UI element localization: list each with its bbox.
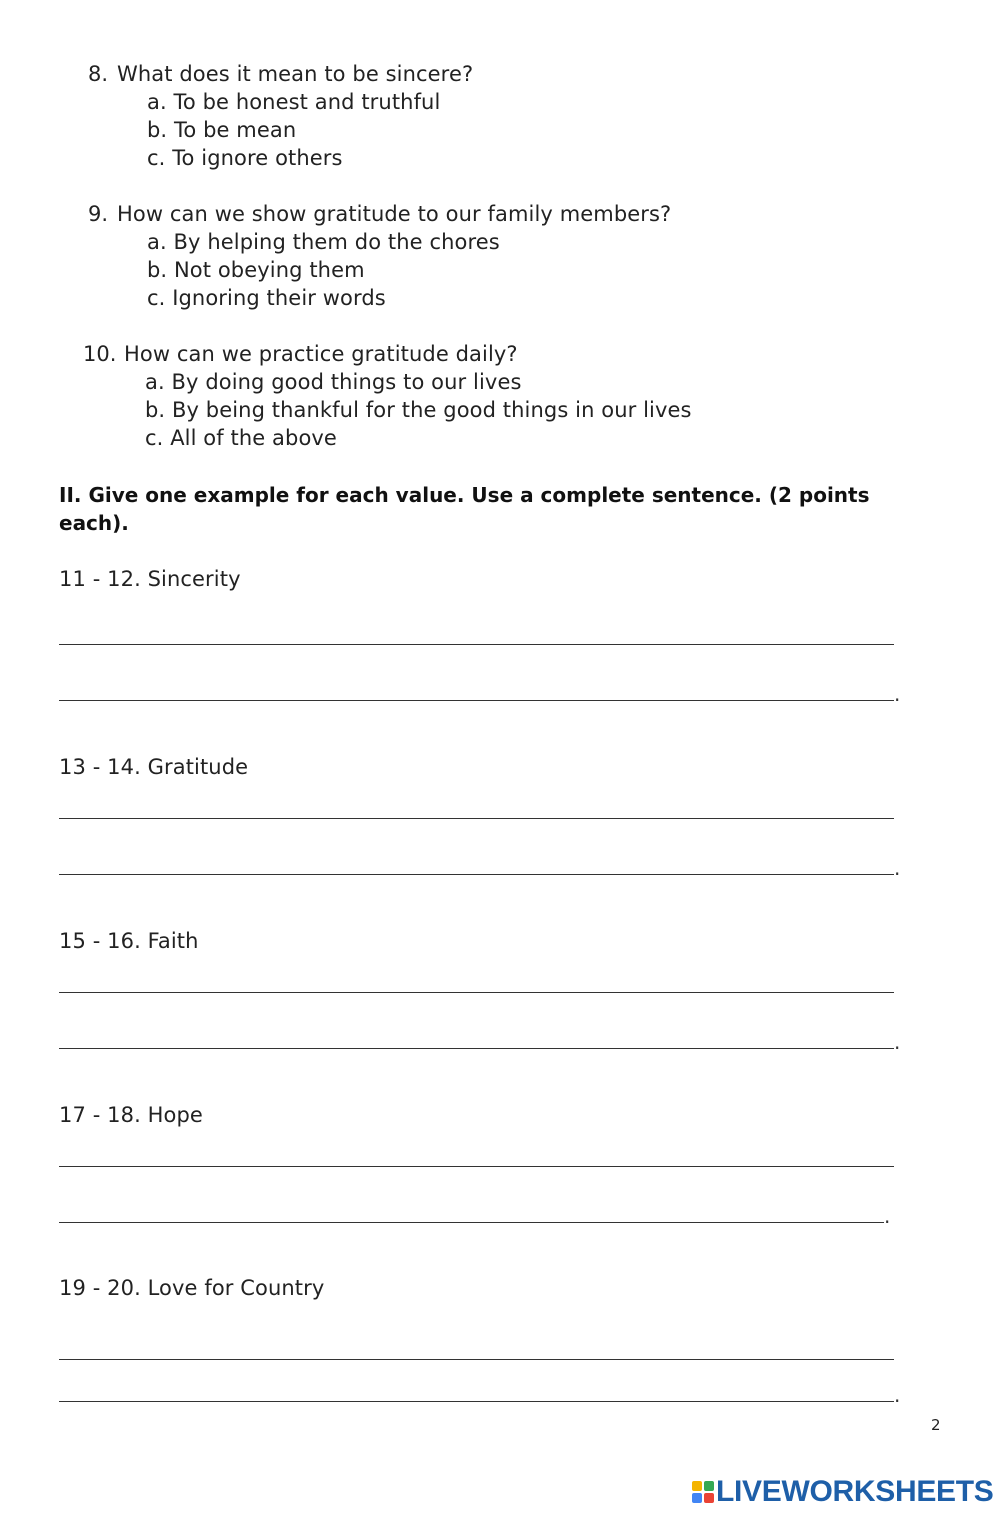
question-9-option-b: b. Not obeying them xyxy=(147,258,365,282)
question-9-option-a: a. By helping them do the chores xyxy=(147,230,500,254)
answer-line[interactable] xyxy=(59,644,894,645)
question-10-text: How can we practice gratitude daily? xyxy=(124,342,518,366)
answer-line[interactable] xyxy=(59,992,894,993)
sentence-period: . xyxy=(884,1204,891,1228)
sentence-period: . xyxy=(894,1030,901,1054)
question-10-option-b: b. By being thankful for the good things in our lives xyxy=(145,398,692,422)
answer-line[interactable] xyxy=(59,818,894,819)
section-2-heading xyxy=(59,481,899,537)
item-faith-label: 15 - 16. Faith xyxy=(59,929,199,953)
liveworksheets-logo xyxy=(692,1475,994,1509)
question-8-number: 8. xyxy=(88,62,109,86)
answer-line[interactable] xyxy=(59,1166,894,1167)
question-10-number: 10. xyxy=(83,342,117,366)
liveworksheets-wordmark: LIVEWORKSHEETS xyxy=(716,1475,994,1508)
answer-line[interactable] xyxy=(59,874,894,875)
answer-line[interactable] xyxy=(59,1359,894,1360)
sentence-period: . xyxy=(894,682,901,706)
question-8-option-a: a. To be honest and truthful xyxy=(147,90,441,114)
logo-block xyxy=(704,1481,714,1491)
logo-block xyxy=(704,1493,714,1503)
liveworksheets-blocks-icon xyxy=(692,1481,714,1503)
section-2-title: . Give one example for each value. Use a complete sentence. (2 points each). xyxy=(59,483,870,535)
logo-block xyxy=(692,1481,702,1491)
question-10-option-a: a. By doing good things to our lives xyxy=(145,370,522,394)
answer-line[interactable] xyxy=(59,1401,894,1402)
answer-line[interactable] xyxy=(59,1222,884,1223)
question-10-option-c: c. All of the above xyxy=(145,426,337,450)
page-number: 2 xyxy=(931,1416,941,1434)
item-gratitude-label: 13 - 14. Gratitude xyxy=(59,755,249,779)
item-hope-label: 17 - 18. Hope xyxy=(59,1103,203,1127)
logo-block xyxy=(692,1493,702,1503)
question-9-option-c: c. Ignoring their words xyxy=(147,286,386,310)
item-love-for-country-label: 19 - 20. Love for Country xyxy=(59,1276,325,1300)
question-8-option-b: b. To be mean xyxy=(147,118,297,142)
question-9-text: How can we show gratitude to our family members? xyxy=(117,202,672,226)
question-9-number: 9. xyxy=(88,202,109,226)
question-8-option-c: c. To ignore others xyxy=(147,146,343,170)
section-2-roman: II xyxy=(59,483,74,507)
sentence-period: . xyxy=(894,1383,901,1407)
sentence-period: . xyxy=(894,856,901,880)
answer-line[interactable] xyxy=(59,700,894,701)
item-sincerity-label: 11 - 12. Sincerity xyxy=(59,567,241,591)
question-8-text: What does it mean to be sincere? xyxy=(117,62,474,86)
answer-line[interactable] xyxy=(59,1048,894,1049)
